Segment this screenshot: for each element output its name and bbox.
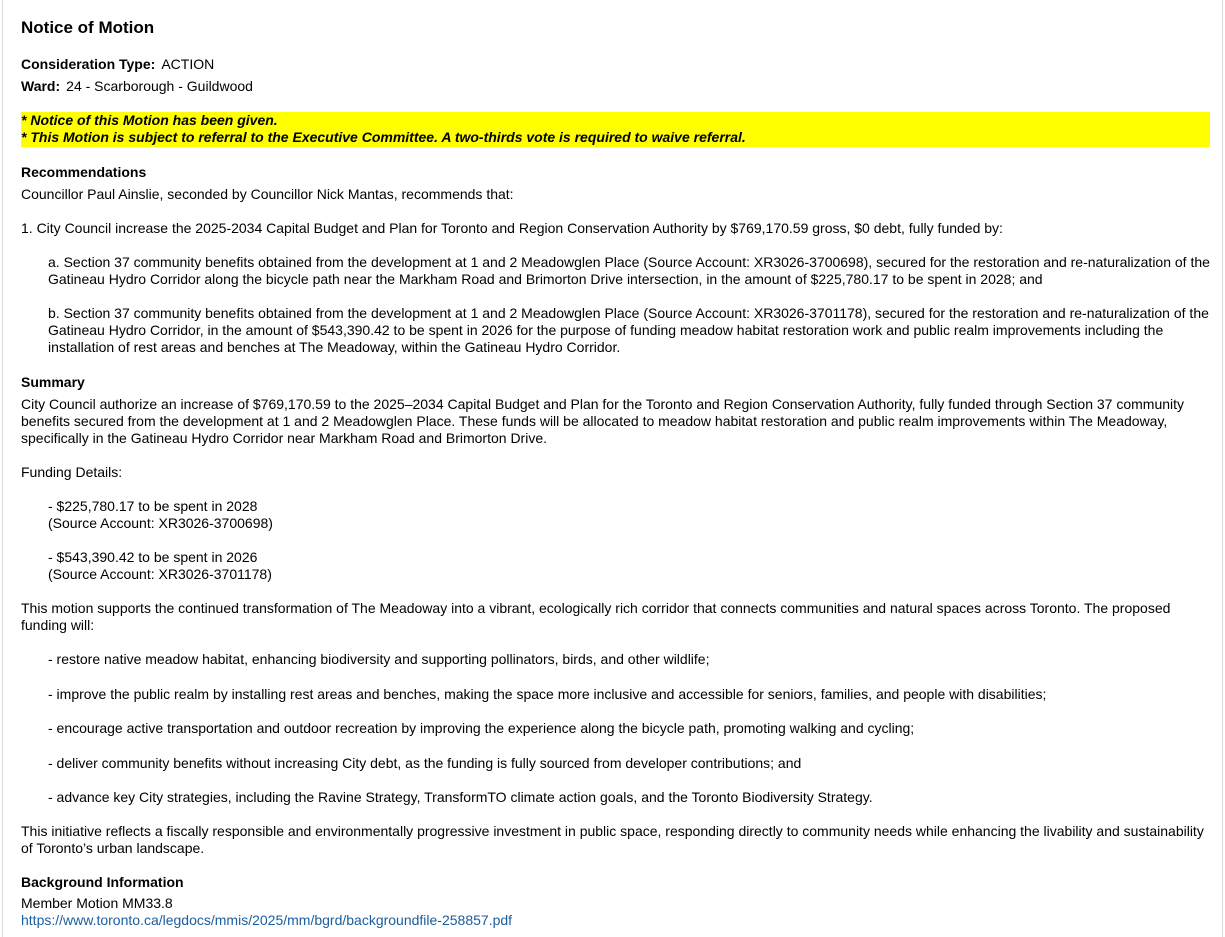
motion-document (21, 15, 1210, 929)
recommendation-item: 1. City Council increase the 2025-2034 Capital Budget and Plan for Toronto and Region Conservation Authority by $769,170.59 gross, $0 debt, fully funded by: (21, 220, 1003, 236)
ward-label: Ward: (21, 78, 61, 94)
background-file-link[interactable]: https://www.toronto.ca/legdocs/mmis/2025/mm/bgrd/backgroundfile-258857.pdf (21, 912, 513, 928)
ward-value: 24 - Scarborough - Guildwood (66, 78, 253, 94)
notice-line: * Notice of this Motion has been given. (21, 112, 278, 128)
background-item: Member Motion MM33.8 (21, 895, 173, 911)
summary-heading: Summary (21, 374, 85, 390)
funding-line: (Source Account: XR3026-3700698) (48, 515, 273, 531)
summary-bullet: - deliver community benefits without increasing City debt, as the funding is fully sourced from developer contributions; and (48, 755, 802, 771)
summary-bullet: - advance key City strategies, including the Ravine Strategy, TransformTO climate action goals, and the Toronto Biodiversity Strategy. (48, 789, 873, 805)
consideration-label: Consideration Type: (21, 56, 156, 72)
recommendations-intro: Councillor Paul Ainslie, seconded by Councillor Nick Mantas, recommends that: (21, 186, 514, 202)
summary-paragraph: City Council authorize an increase of $769,170.59 to the 2025–2034 Capital Budget and Plan for the Toronto and Region Conservation Authority, fully funded through Section 37 community benefits secured from the development at 1 and 2 Meadowglen Place. These funds will be allocated to meadow habitat restoration and public realm improvements within The Meadoway, specifically in the Gatineau Hydro Corridor near Markham Road and Brimorton Drive. (21, 396, 1185, 446)
summary-bullet: - improve the public realm by installing rest areas and benches, making the space more inclusive and accessible for seniors, families, and people with disabilities; (48, 686, 1047, 702)
funding-line: - $543,390.42 to be spent in 2026 (48, 549, 258, 565)
summary-paragraph: This initiative reflects a fiscally responsible and environmentally progressive investment in public space, responding directly to community needs while enhancing the livability and sustainability of Toronto’s urban landscape. (21, 823, 1204, 856)
notice-highlight (21, 112, 1210, 147)
summary-bullet: - restore native meadow habitat, enhancing biodiversity and supporting pollinators, birds, and other wildlife; (48, 651, 710, 667)
ward-row (21, 78, 1210, 95)
funding-heading: Funding Details: (21, 464, 123, 480)
funding-line: - $225,780.17 to be spent in 2028 (48, 498, 258, 514)
consideration-value: ACTION (161, 56, 215, 72)
recommendation-subitem: a. Section 37 community benefits obtained from the development at 1 and 2 Meadowglen Place (Source Account: XR3026-3700698), secured for the restoration and re-naturalization of the Gatineau Hydro Corridor along the bicycle path near the Markham Road and Brimorton Drive intersection, in the amount of $225,780.17 to be spent in 2028; and (48, 254, 1210, 287)
summary-bullet: - encourage active transportation and outdoor recreation by improving the experience along the bicycle path, promoting walking and cycling; (48, 720, 915, 736)
background-heading: Background Information (21, 874, 184, 890)
notice-line: * This Motion is subject to referral to the Executive Committee. A two-thirds vote is required to waive referral. (21, 129, 746, 145)
funding-line: (Source Account: XR3026-3701178) (48, 566, 272, 582)
summary-paragraph: This motion supports the continued transformation of The Meadoway into a vibrant, ecologically rich corridor that connects communities and natural spaces across Toronto. The proposed funding will: (21, 600, 1171, 633)
recommendation-subitem: b. Section 37 community benefits obtained from the development at 1 and 2 Meadowglen Place (Source Account: XR3026-3701178), secured for the restoration and re-naturalization of the Gatineau Hydro Corridor, in the amount of $543,390.42 to be spent in 2026 for the purpose of funding meadow habitat restoration work and public realm improvements including the installation of rest areas and benches at The Meadoway, within the Gatineau Hydro Corridor. (48, 305, 1209, 355)
page-title: Notice of Motion (21, 18, 155, 37)
recommendations-heading: Recommendations (21, 164, 147, 180)
consideration-row (21, 56, 1210, 73)
